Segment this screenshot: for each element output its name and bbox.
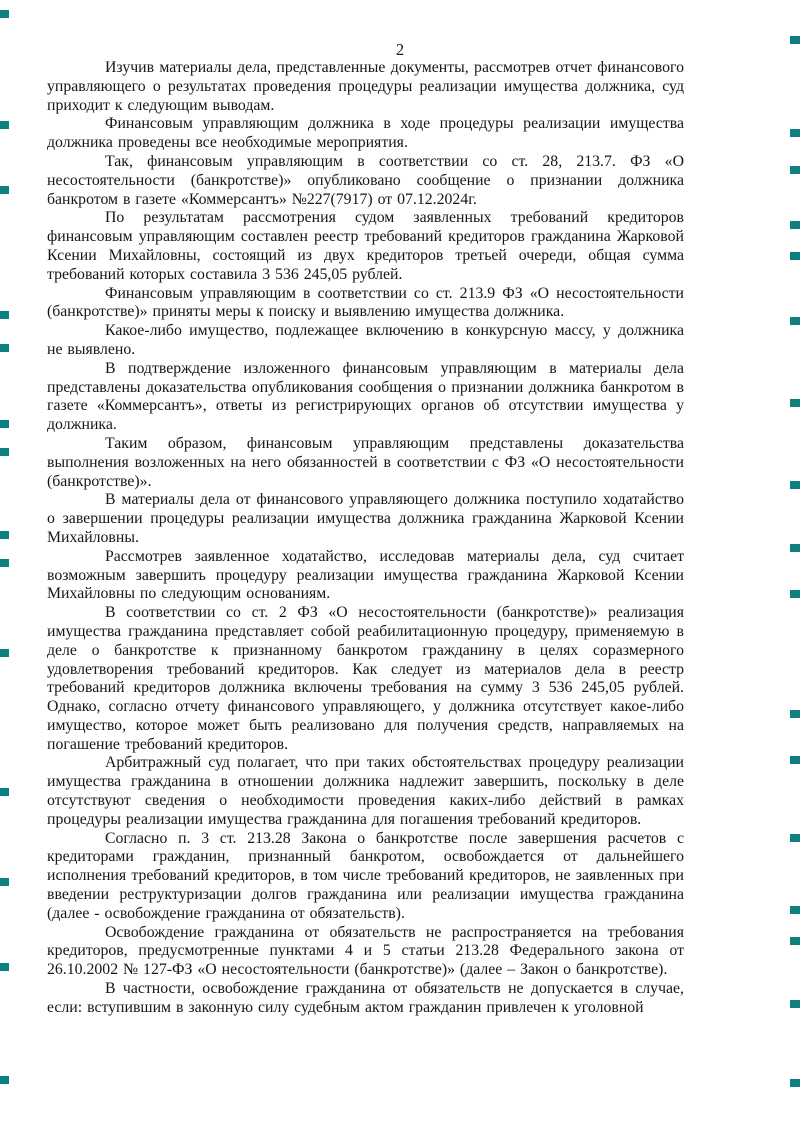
- paragraph: В соответствии со ст. 2 ФЗ «О несостоятельности (банкротстве)» реализация имущества гражданина представляет собой реабилитационную процедуру, применяемую в деле о банкротстве к признанному банкротом гражданину в целях соразмерного удовлетворения требований кредиторов. Как следует из материалов дела в реестр требований кредиторов должника включены требования на сумму 3 536 245,05 рублей. Однако, согласно отчету финансового управляющего, у должника отсутствует какое-либо имущество, которое может быть реализовано для получения средств, направляемых на погашение требований кредиторов.: [47, 604, 684, 753]
- redaction-mark: [790, 166, 800, 174]
- redaction-mark: [0, 649, 9, 657]
- redaction-mark: [790, 1079, 800, 1087]
- redaction-mark: [0, 1076, 9, 1084]
- redaction-mark: [790, 399, 800, 407]
- redaction-mark: [0, 121, 9, 129]
- paragraph: Финансовым управляющим в соответствии со ст. 213.9 ФЗ «О несостоятельности (банкротстве)» приняты меры к поиску и выявлению имущества должника.: [47, 284, 684, 321]
- redaction-mark: [790, 221, 800, 229]
- paragraph: Таким образом, финансовым управляющим представлены доказательства выполнения возложенных на него обязанностей в соответствии с ФЗ «О несостоятельности (банкротстве)».: [47, 434, 684, 490]
- redaction-mark: [0, 344, 9, 352]
- redaction-mark: [0, 186, 9, 194]
- redaction-mark: [0, 963, 9, 971]
- redaction-mark: [0, 448, 9, 456]
- paragraph: В подтверждение изложенного финансовым управляющим в материалы дела представлены доказательства опубликования сообщения о признании должника банкротом в газете «Коммерсантъ», ответы из регистрирующих органов об отсутствии имущества у должника.: [47, 359, 684, 434]
- paragraph: В материалы дела от финансового управляющего должника поступило ходатайство о завершении процедуры реализации имущества должника гражданина Жарковой Ксении Михайловны.: [47, 491, 684, 546]
- redaction-mark: [790, 937, 800, 945]
- redaction-mark: [790, 756, 800, 764]
- paragraph: В частности, освобождение гражданина от обязательств не допускается в случае, если: вступившим в законную силу судебным актом гражданин привлечен к уголовной: [47, 980, 684, 1016]
- redaction-mark: [0, 788, 9, 796]
- redaction-mark: [0, 559, 9, 567]
- redaction-mark: [790, 544, 800, 552]
- paragraph: Финансовым управляющим должника в ходе процедуры реализации имущества должника проведены все необходимые мероприятия.: [47, 115, 684, 152]
- document-body: [47, 59, 684, 1089]
- paragraph: Изучив материалы дела, представленные документы, рассмотрев отчет финансового управляющего о результатах проведения процедуры реализации имущества должника, суд приходит к следующим выводам.: [47, 59, 684, 114]
- redaction-mark: [790, 317, 800, 325]
- redaction-mark: [790, 36, 800, 44]
- paragraph: Рассмотрев заявленное ходатайство, исследовав материалы дела, суд считает возможным завершить процедуру реализации имущества гражданина Жарковой Ксении Михайловны по следующим основаниям.: [47, 547, 684, 603]
- redaction-mark: [0, 10, 9, 18]
- redaction-mark: [0, 311, 9, 319]
- redaction-mark: [790, 129, 800, 137]
- redaction-mark: [790, 710, 800, 718]
- paragraph: Освобождение гражданина от обязательств не распространяется на требования кредиторов, предусмотренные пунктами 4 и 5 статьи 213.28 Федерального закона от 26.10.2002 № 127-ФЗ «О несостоятельности (банкротстве)» (далее – Закон о банкротстве).: [47, 923, 684, 979]
- paragraph: Какое-либо имущество, подлежащее включению в конкурсную массу, у должника не выявлено.: [47, 322, 684, 358]
- redaction-mark: [0, 531, 9, 539]
- paragraph: Арбитражный суд полагает, что при таких обстоятельствах процедуру реализации имущества гражданина в отношении должника надлежит завершить, поскольку в деле отсутствуют сведения о необходимости проведения каких-либо действий в рамках процедуры реализации имущества гражданина для погашения требований кредиторов.: [47, 754, 684, 828]
- page-number: 2: [395, 40, 405, 59]
- redaction-mark: [790, 834, 800, 842]
- redaction-mark: [790, 906, 800, 914]
- redaction-mark: [790, 252, 800, 260]
- paragraph: Согласно п. 3 ст. 213.28 Закона о банкротстве после завершения расчетов с кредиторами гражданин, признанный банкротом, освобождается от дальнейшего исполнения требований кредиторов, в том числе требований кредиторов, не заявленных при введении реструктуризации долгов гражданина или реализации имущества гражданина (далее - освобождение гражданина от обязательств).: [47, 829, 684, 922]
- redaction-mark: [0, 878, 9, 886]
- redaction-mark: [790, 481, 800, 489]
- paragraph: По результатам рассмотрения судом заявленных требований кредиторов финансовым управляющим составлен реестр требований кредиторов гражданина Жарковой Ксении Михайловны, состоящий из двух кредиторов третьей очереди, общая сумма требований которых составила 3 536 245,05 рублей.: [47, 209, 684, 283]
- paragraph: Так, финансовым управляющим в соответствии со ст. 28, 213.7. ФЗ «О несостоятельности (банкротстве)» опубликовано сообщение о признании должника банкротом в газете «Коммерсантъ» №227(7917) от 07.12.2024г.: [47, 152, 684, 208]
- redaction-mark: [790, 1000, 800, 1008]
- redaction-mark: [0, 420, 9, 428]
- redaction-mark: [790, 590, 800, 598]
